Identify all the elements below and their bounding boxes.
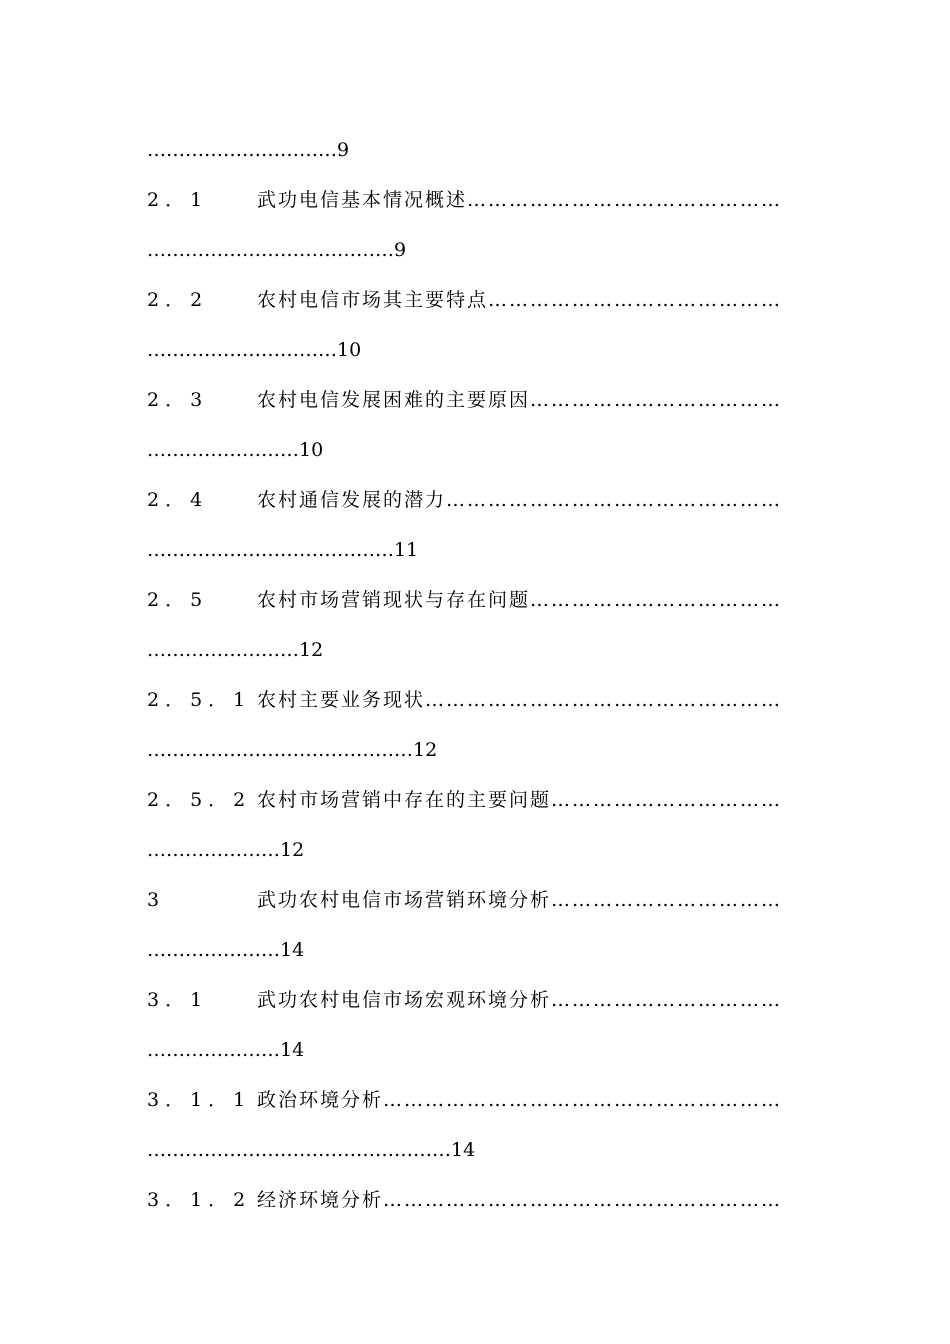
toc-continuation-line [147,1135,792,1165]
toc-continuation-line [147,835,792,865]
toc-continuation: …………………………………11 [147,539,419,561]
toc-continuation: ……………………12 [147,639,324,661]
toc-continuation-line [147,1035,792,1065]
toc-entry-number: 3．1．1 [147,1089,252,1111]
toc-entry-number: 2．3 [147,389,209,411]
toc-continuation: …………………14 [147,1039,305,1061]
toc-entry-title: 农村市场营销中存在的主要问题…………………………… [257,789,783,811]
toc-continuation-line [147,735,792,765]
toc-continuation: …………………………9 [147,139,350,161]
toc-entry-title: 政治环境分析………………………………………………… [257,1089,783,1111]
toc-entry[interactable] [147,685,792,715]
toc-entry-title: 武功农村电信市场宏观环境分析…………………………… [257,989,783,1011]
toc-entry[interactable] [147,885,792,915]
toc-continuation: …………………………………9 [147,239,407,261]
toc-continuation: …………………………10 [147,339,362,361]
toc-entry-number: 3 [147,889,166,911]
toc-entry-number: 2．5．1 [147,689,252,711]
toc-entry-number: 2．5．2 [147,789,252,811]
toc-entry-number: 2．4 [147,489,209,511]
toc-continuation-line [147,635,792,665]
toc-entry[interactable] [147,285,792,315]
toc-entry-number: 2．1 [147,189,209,211]
toc-continuation-line [147,235,792,265]
toc-continuation: …………………12 [147,839,305,861]
toc-entry-number: 2．5 [147,589,209,611]
toc-entry-number: 3．1 [147,989,209,1011]
toc-entry[interactable] [147,485,792,515]
toc-continuation-line [147,535,792,565]
toc-entry-title: 农村电信市场其主要特点…………………………………… [257,289,783,311]
toc-continuation-line [147,935,792,965]
toc-continuation: …………………14 [147,939,305,961]
toc-entry-title: 农村市场营销现状与存在问题……………………………… [257,589,783,611]
toc-entry-title: 农村电信发展困难的主要原因……………………………… [257,389,783,411]
toc-entry[interactable] [147,985,792,1015]
toc-continuation-line [147,135,792,165]
toc-entry[interactable] [147,185,792,215]
toc-entry-number: 2．2 [147,289,209,311]
toc-entry[interactable] [147,585,792,615]
toc-entry-title: 武功农村电信市场营销环境分析…………………………… [257,889,783,911]
toc-entry-title: 武功电信基本情况概述……………………………………… [257,189,783,211]
toc-continuation: …………………………………………14 [147,1139,476,1161]
toc-entry-title: 农村通信发展的潜力………………………………………… [257,489,783,511]
toc-entry-number: 3．1．2 [147,1189,252,1211]
toc-continuation-line [147,435,792,465]
toc-entry-title: 经济环境分析………………………………………………… [257,1189,783,1211]
toc-continuation-line [147,335,792,365]
toc-continuation: ……………………10 [147,439,324,461]
toc-entry[interactable] [147,1185,792,1215]
toc-entry-title: 农村主要业务现状…………………………………………… [257,689,783,711]
toc-entry[interactable] [147,785,792,815]
toc-entry[interactable] [147,385,792,415]
toc-entry[interactable] [147,1085,792,1115]
toc-continuation: ……………………………………12 [147,739,438,761]
